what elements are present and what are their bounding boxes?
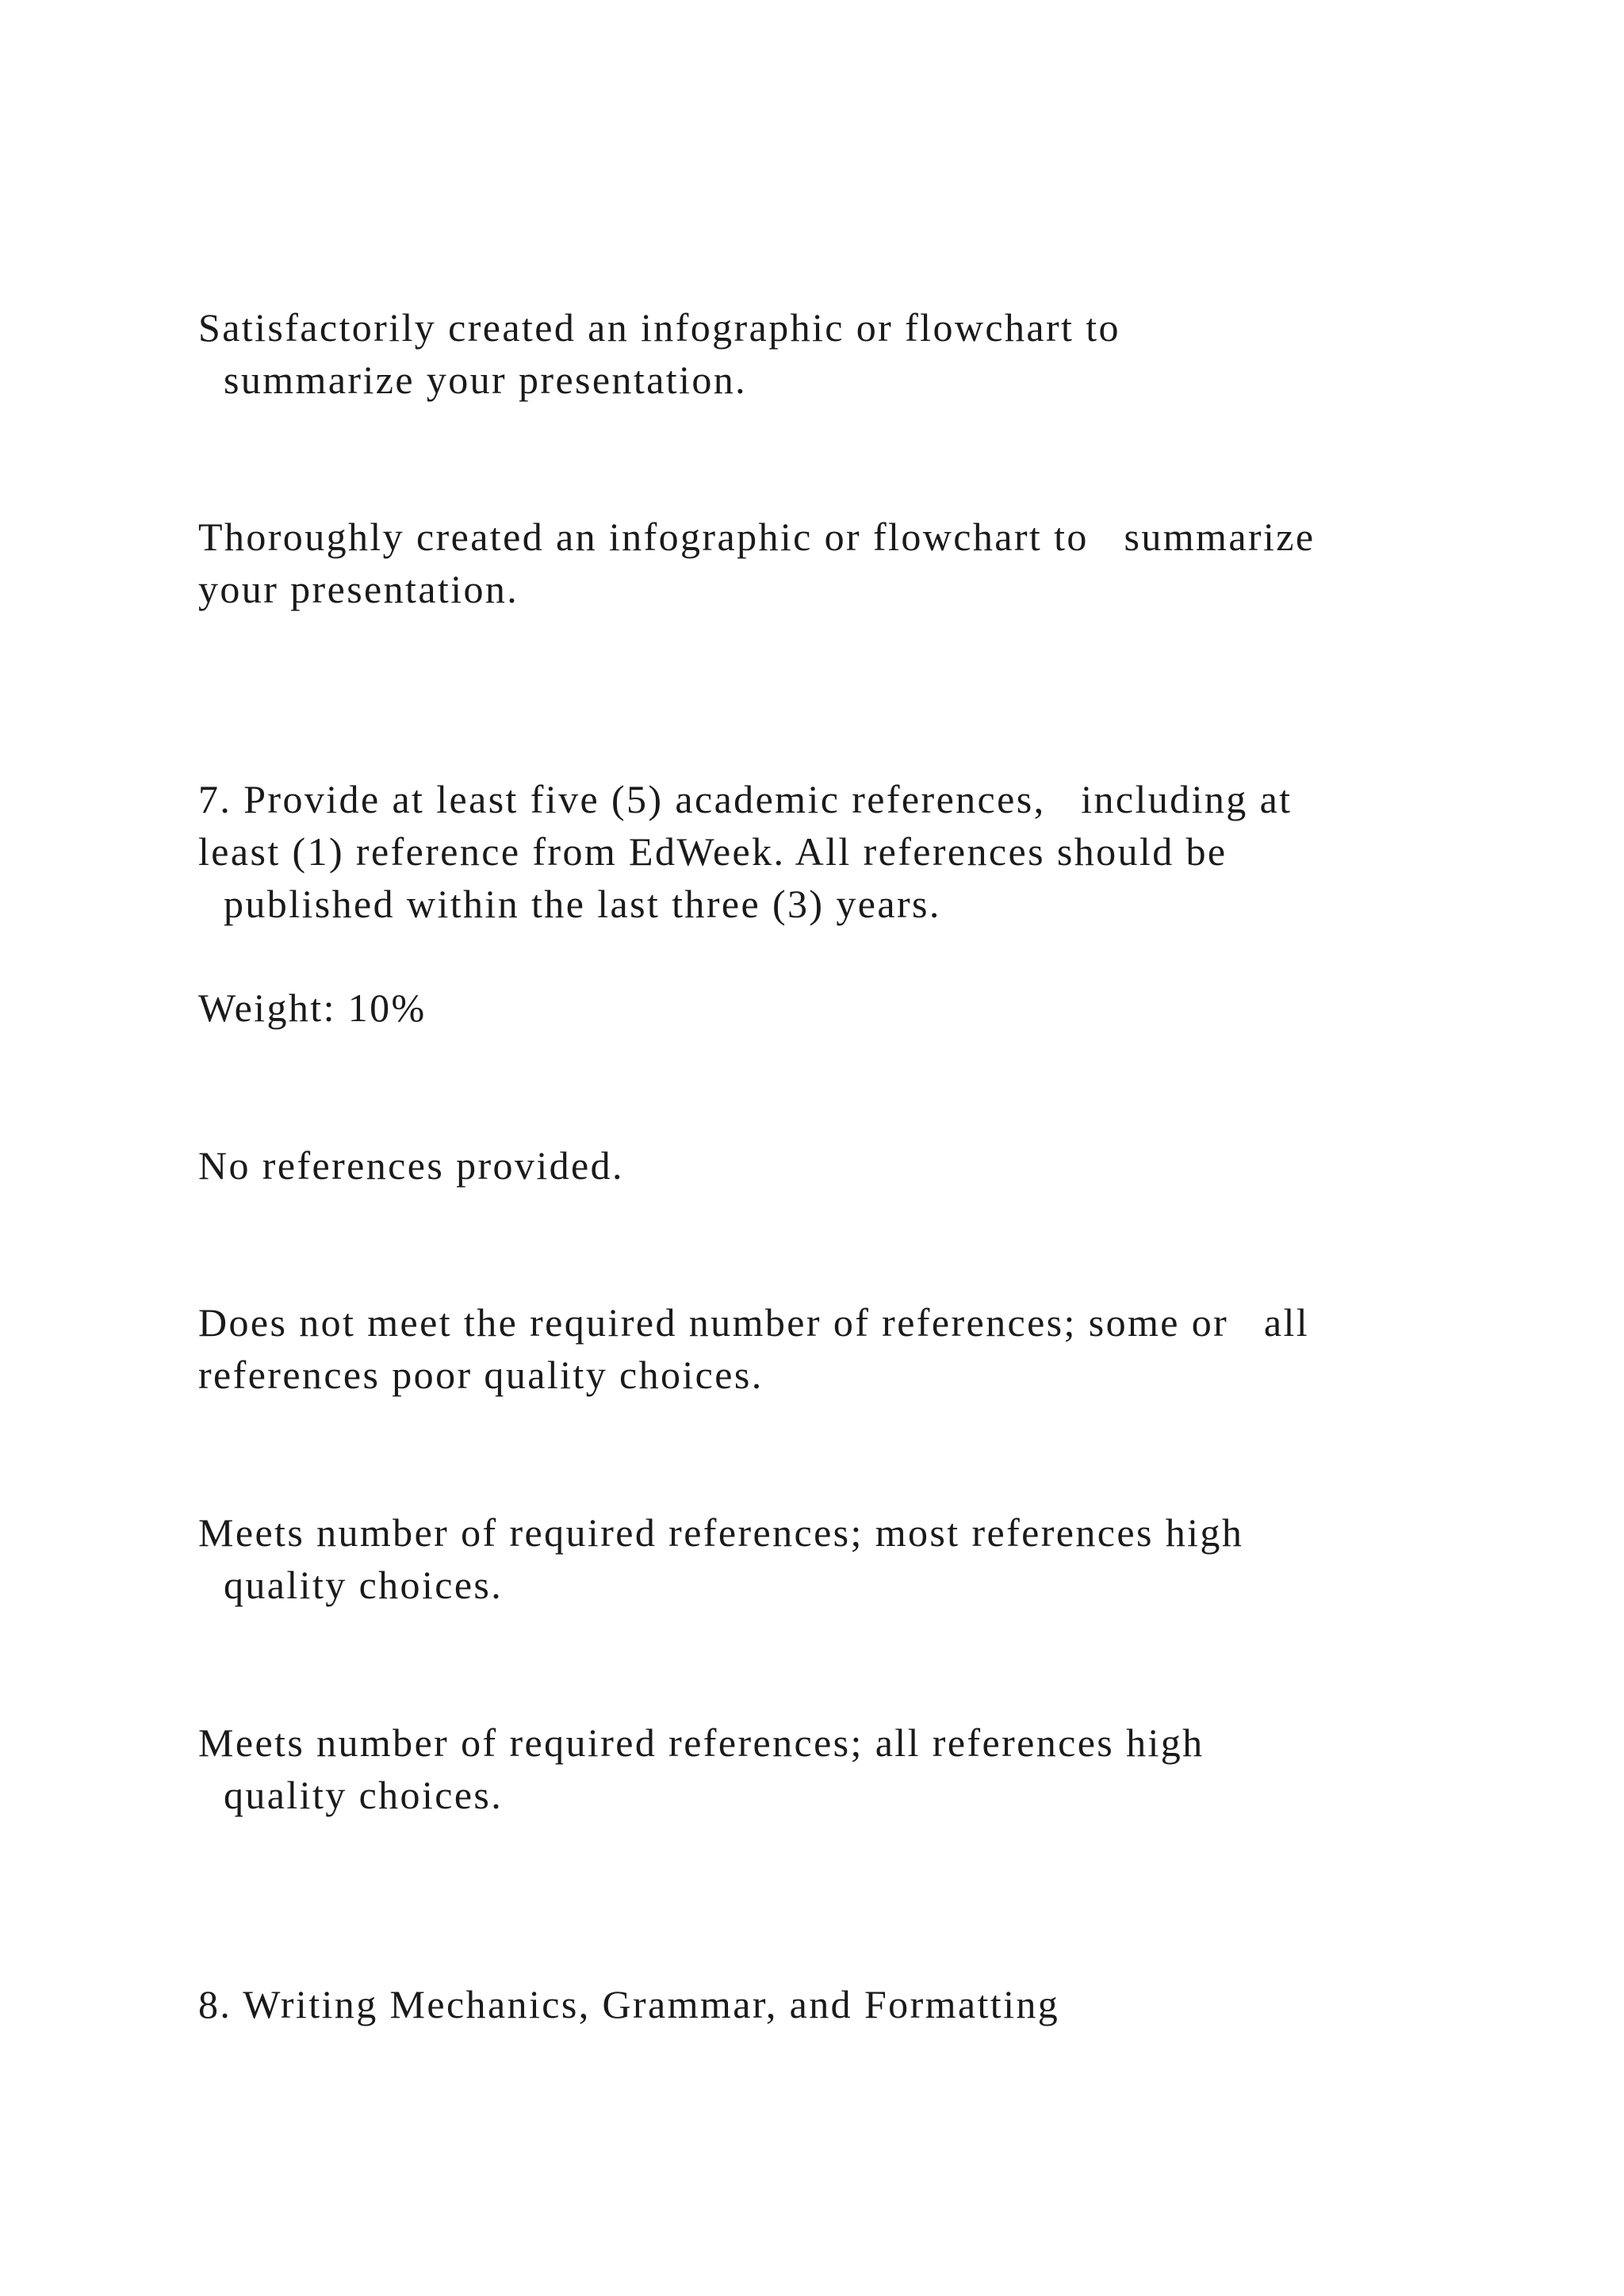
criterion-7-level-4-line-1: Meets number of required references; all references high <box>198 1720 1205 1765</box>
criterion-7-level-2-line-1: Does not meet the required number of references; some or all <box>198 1300 1310 1345</box>
criterion-7-level-4-line-2: quality choices. <box>224 1773 504 1817</box>
rating-satisfactory-line-2: summarize your presentation. <box>224 358 748 402</box>
criterion-7-line-3: published within the last three (3) years. <box>224 882 941 926</box>
criterion-8-heading: 8. Writing Mechanics, Grammar, and Formatting <box>198 1982 1060 2026</box>
rating-thorough-line-1: Thoroughly created an infographic or flowchart to summarize <box>198 515 1316 559</box>
criterion-7-level-1: No references provided. <box>198 1143 624 1188</box>
rating-thorough-line-2: your presentation. <box>198 567 519 611</box>
criterion-7-line-1: 7. Provide at least five (5) academic references, including at <box>198 777 1293 821</box>
criterion-7-level-3-line-1: Meets number of required references; most references high <box>198 1510 1244 1555</box>
criterion-7-line-2: least (1) reference from EdWeek. All references should be <box>198 829 1228 874</box>
criterion-7-level-2-line-2: references poor quality choices. <box>198 1353 764 1397</box>
rating-satisfactory-line-1: Satisfactorily created an infographic or flowchart to <box>198 305 1120 350</box>
criterion-7-level-3-line-2: quality choices. <box>224 1563 504 1607</box>
criterion-7-weight: Weight: 10% <box>198 985 427 1030</box>
